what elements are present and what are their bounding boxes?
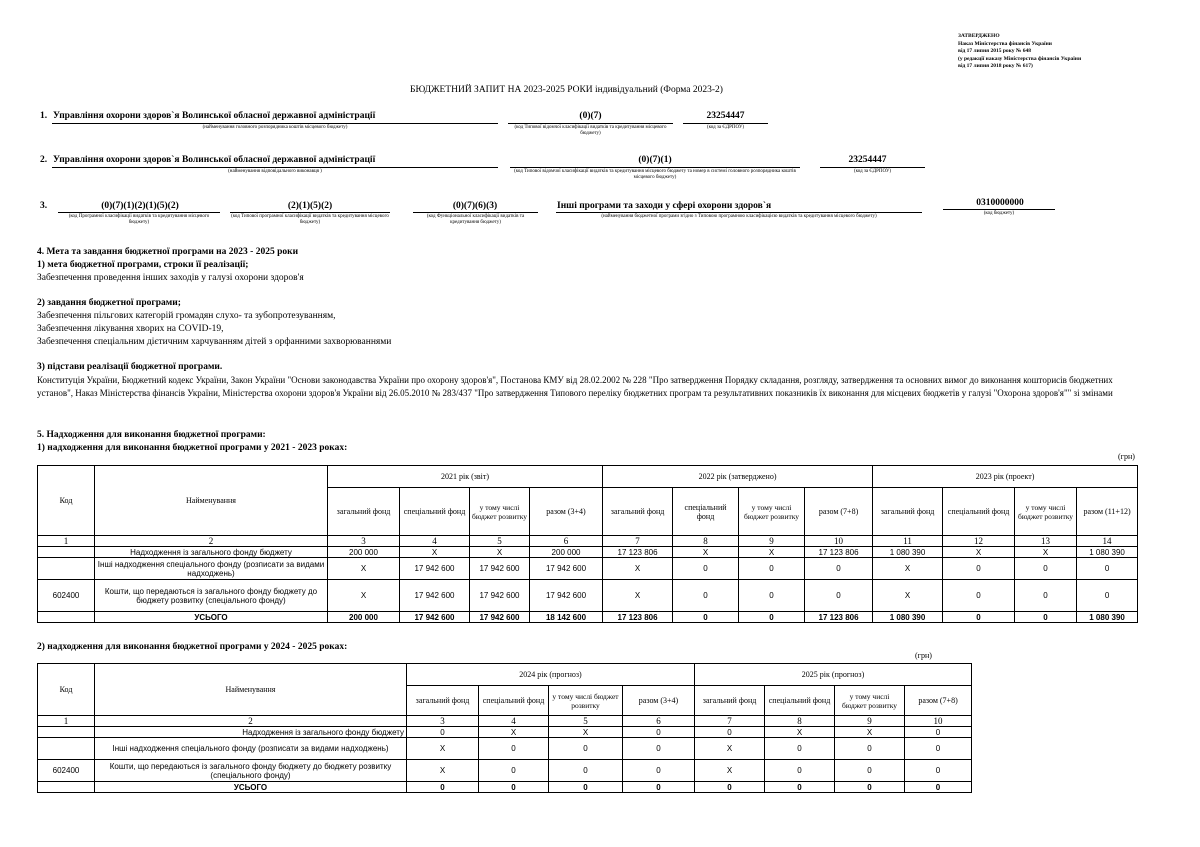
cell: 17 123 806 bbox=[805, 547, 873, 558]
row-code bbox=[38, 782, 95, 793]
row-name: Надходження із загального фонду бюджету bbox=[95, 547, 328, 558]
subheader: у тому числі бюджет розвитку bbox=[549, 686, 623, 716]
subheader: загальний фонд bbox=[695, 686, 765, 716]
row-name: Інші надходження спеціального фонду (розписати за видами надходжень) bbox=[95, 558, 328, 580]
item3-program-code: (0)(7)(1)(2)(1)(5)(2) bbox=[101, 201, 179, 211]
col-code-header: Код bbox=[38, 466, 95, 536]
subheader: загальний фонд bbox=[603, 488, 673, 536]
cell: Х bbox=[603, 580, 673, 612]
subheader: разом (3+4) bbox=[623, 686, 695, 716]
approval-block bbox=[958, 33, 1081, 71]
item2-number: 2. bbox=[40, 155, 48, 165]
subheader: загальний фонд bbox=[873, 488, 943, 536]
subheader: разом (7+8) bbox=[905, 686, 972, 716]
index-cell: 2 bbox=[95, 536, 328, 547]
row-name: Надходження із загального фонду бюджету bbox=[95, 727, 407, 738]
cell: 0 bbox=[765, 760, 835, 782]
cell: 0 bbox=[739, 612, 805, 623]
cell: 17 942 600 bbox=[470, 612, 530, 623]
index-cell: 14 bbox=[1077, 536, 1138, 547]
row-code bbox=[38, 558, 95, 580]
cell: 0 bbox=[943, 580, 1015, 612]
cell: 0 bbox=[739, 580, 805, 612]
table-row bbox=[38, 738, 972, 760]
cell: Х bbox=[695, 738, 765, 760]
item3-budget-underline bbox=[943, 209, 1055, 210]
cell: 0 bbox=[623, 760, 695, 782]
cell: Х bbox=[765, 727, 835, 738]
cell: 17 942 600 bbox=[400, 612, 470, 623]
index-cell: 9 bbox=[835, 716, 905, 727]
cell: 0 bbox=[673, 580, 739, 612]
row-code bbox=[38, 738, 95, 760]
item1-code: (0)(7) bbox=[579, 111, 602, 121]
item2-name: Управління охорони здоров`я Волинської обласної державної адміністрації bbox=[53, 155, 376, 165]
row-code bbox=[38, 727, 95, 738]
cell: Х bbox=[943, 547, 1015, 558]
table-row bbox=[38, 727, 972, 738]
item1-edrpou: 23254447 bbox=[706, 111, 745, 121]
index-cell: 6 bbox=[623, 716, 695, 727]
cell: Х bbox=[470, 547, 530, 558]
row-name: Кошти, що передаються із загального фонду бюджету до бюджету розвитку (спеціального фонду) bbox=[95, 760, 407, 782]
subheader: у тому числі бюджет розвитку bbox=[835, 686, 905, 716]
subheader: загальний фонд bbox=[328, 488, 400, 536]
subheader: у тому числі бюджет розвитку bbox=[1015, 488, 1077, 536]
item2-code: (0)(7)(1) bbox=[638, 155, 672, 165]
cell: Х bbox=[1015, 547, 1077, 558]
cell: 0 bbox=[673, 558, 739, 580]
sec5-heading: 5. Надходження для виконання бюджетної програми: bbox=[37, 430, 266, 440]
receipts-table-2021-2023 bbox=[37, 465, 1138, 623]
cell: 0 bbox=[407, 727, 479, 738]
row-code: 602400 bbox=[38, 760, 95, 782]
cell: 0 bbox=[1015, 580, 1077, 612]
sec4-task: Забезпечення пільгових категорій громадян слухо- та зубопротезуванням, bbox=[37, 311, 336, 321]
subheader: спеціальний фонд bbox=[943, 488, 1015, 536]
cell: 0 bbox=[1077, 580, 1138, 612]
cell: 1 080 390 bbox=[873, 612, 943, 623]
page-title: БЮДЖЕТНИЙ ЗАПИТ НА 2023-2025 РОКИ індивідуальний (Форма 2023-2) bbox=[410, 85, 723, 95]
item1-name-underline bbox=[52, 123, 498, 124]
item3-c1-caption: (код Програмної класифікації видатків та кредитування місцевого бюджету) bbox=[68, 214, 210, 225]
cell: 0 bbox=[1015, 558, 1077, 580]
item1-name-caption: (найменування головного розпорядника коштів місцевого бюджету) bbox=[202, 125, 348, 130]
cell: 1 080 390 bbox=[1077, 612, 1138, 623]
cell: Х bbox=[479, 727, 549, 738]
index-cell: 8 bbox=[673, 536, 739, 547]
index-cell: 13 bbox=[1015, 536, 1077, 547]
item3-name-underline bbox=[556, 212, 922, 213]
sec4-task: Забезпечення лікування хворих на COVID-19, bbox=[37, 324, 224, 334]
cell: 17 123 806 bbox=[603, 612, 673, 623]
total-row bbox=[38, 612, 1138, 623]
sec4-tasks-heading: 2) завдання бюджетної програми; bbox=[37, 298, 181, 308]
unit-label: (грн) bbox=[915, 651, 932, 660]
cell: 0 bbox=[805, 558, 873, 580]
cell: Х bbox=[739, 547, 805, 558]
approval-line: Наказ Міністерства фінансів України bbox=[958, 40, 1052, 47]
sec4-task: Забезпечення спеціальним дієтичним харчуванням дітей з орфанними захворюваннями bbox=[37, 337, 392, 347]
year-group-header: 2021 рік (звіт) bbox=[328, 466, 603, 488]
approval-line: від 17 липня 2018 року № 617) bbox=[958, 63, 1033, 69]
cell: 200 000 bbox=[328, 547, 400, 558]
item3-name-caption: (найменування бюджетної програми згідно з Типовою програмною класифікацією видатків та кредитування місцевого бюджету) bbox=[601, 214, 877, 219]
subheader: спеціальний фонд bbox=[479, 686, 549, 716]
cell: Х bbox=[549, 727, 623, 738]
approval-line: від 17 липня 2015 року № 648 bbox=[958, 48, 1032, 54]
index-cell: 10 bbox=[905, 716, 972, 727]
cell: 0 bbox=[905, 782, 972, 793]
index-cell: 7 bbox=[695, 716, 765, 727]
subheader: спеціальний фонд bbox=[400, 488, 470, 536]
year-group-header: 2024 рік (прогноз) bbox=[407, 664, 695, 686]
cell: 0 bbox=[835, 782, 905, 793]
cell: 0 bbox=[673, 612, 739, 623]
cell: 0 bbox=[1015, 612, 1077, 623]
item3-functional-code: (0)(7)(6)(3) bbox=[452, 201, 498, 211]
cell: 17 942 600 bbox=[400, 558, 470, 580]
cell: 0 bbox=[805, 580, 873, 612]
cell: Х bbox=[328, 558, 400, 580]
sec4-basis-heading: 3) підстави реалізації бюджетної програми. bbox=[37, 362, 223, 372]
index-cell: 6 bbox=[530, 536, 603, 547]
row-code bbox=[38, 547, 95, 558]
row-name: УСЬОГО bbox=[95, 782, 407, 793]
cell: 0 bbox=[739, 558, 805, 580]
item3-budget-code: 0310000000 bbox=[976, 198, 1024, 208]
cell: Х bbox=[673, 547, 739, 558]
cell: 0 bbox=[623, 782, 695, 793]
item2-edrpou-underline bbox=[820, 167, 925, 168]
cell: Х bbox=[835, 727, 905, 738]
item2-edrpou: 23254447 bbox=[848, 155, 887, 165]
sec4-goal-heading: 1) мета бюджетної програми, строки її реалізації; bbox=[37, 260, 249, 270]
unit-label: (грн) bbox=[1118, 452, 1135, 461]
cell: 0 bbox=[479, 738, 549, 760]
item3-number: 3. bbox=[40, 201, 48, 211]
cell: 17 123 806 bbox=[805, 612, 873, 623]
year-group-header: 2025 рік (прогноз) bbox=[695, 664, 972, 686]
index-cell: 12 bbox=[943, 536, 1015, 547]
index-cell: 3 bbox=[407, 716, 479, 727]
cell: 17 123 806 bbox=[603, 547, 673, 558]
cell: 200 000 bbox=[328, 612, 400, 623]
subheader: загальний фонд bbox=[407, 686, 479, 716]
cell: 0 bbox=[695, 727, 765, 738]
item1-edrpou-caption: (код за ЄДРПОУ) bbox=[706, 125, 745, 130]
index-cell: 11 bbox=[873, 536, 943, 547]
cell: 17 942 600 bbox=[470, 580, 530, 612]
cell: 0 bbox=[905, 727, 972, 738]
item3-c2-underline bbox=[230, 212, 390, 213]
index-cell: 3 bbox=[328, 536, 400, 547]
item1-code-caption: (код Типової відомчої класифікації видатків та кредитування місцевого бюджету) bbox=[514, 125, 667, 136]
cell: 0 bbox=[623, 727, 695, 738]
table-row bbox=[38, 580, 1138, 612]
index-cell: 9 bbox=[739, 536, 805, 547]
sec4-goal-text: Забезпечення проведення інших заходів у галузі охорони здоров'я bbox=[37, 273, 304, 283]
sec5-sub1: 1) надходження для виконання бюджетної програми у 2021 - 2023 роках: bbox=[37, 443, 348, 453]
cell: Х bbox=[328, 580, 400, 612]
index-cell: 10 bbox=[805, 536, 873, 547]
subheader: у тому числі бюджет розвитку bbox=[739, 488, 805, 536]
cell: Х bbox=[400, 547, 470, 558]
item3-program-name: Інші програми та заходи у сфері охорони здоров`я bbox=[557, 201, 772, 211]
table-row bbox=[38, 547, 1138, 558]
index-cell: 1 bbox=[38, 716, 95, 727]
index-cell: 1 bbox=[38, 536, 95, 547]
subheader: разом (7+8) bbox=[805, 488, 873, 536]
cell: 0 bbox=[943, 612, 1015, 623]
subheader: спеціальний фонд bbox=[765, 686, 835, 716]
index-cell: 7 bbox=[603, 536, 673, 547]
subheader: разом (3+4) bbox=[530, 488, 603, 536]
cell: 17 942 600 bbox=[470, 558, 530, 580]
index-cell: 2 bbox=[95, 716, 407, 727]
receipts-table-2024-2025 bbox=[37, 663, 972, 793]
index-cell: 4 bbox=[479, 716, 549, 727]
cell: Х bbox=[407, 738, 479, 760]
item3-c2-caption: (код Типової програмної класифікації видатків та кредитування місцевого бюджету) bbox=[231, 214, 389, 225]
cell: 1 080 390 bbox=[1077, 547, 1138, 558]
item2-edrpou-caption: (код за ЄДРПОУ) bbox=[853, 169, 892, 174]
index-cell: 8 bbox=[765, 716, 835, 727]
item3-typical-code: (2)(1)(5)(2) bbox=[287, 201, 333, 211]
index-cell: 4 bbox=[400, 536, 470, 547]
item1-number: 1. bbox=[40, 111, 48, 121]
cell: 0 bbox=[835, 760, 905, 782]
cell: 0 bbox=[407, 782, 479, 793]
cell: Х bbox=[695, 760, 765, 782]
cell: 0 bbox=[695, 782, 765, 793]
item2-name-caption: (найменування відповідального виконавця ) bbox=[228, 169, 322, 174]
cell: 0 bbox=[905, 760, 972, 782]
item1-edrpou-underline bbox=[683, 123, 768, 124]
row-name: УСЬОГО bbox=[95, 612, 328, 623]
sec4-heading: 4. Мета та завдання бюджетної програми на 2023 - 2025 роки bbox=[37, 247, 299, 257]
item3-c1-underline bbox=[58, 212, 220, 213]
item1-name: Управління охорони здоров`я Волинської обласної державної адміністрації bbox=[53, 111, 376, 121]
cell: Х bbox=[873, 580, 943, 612]
approval-line: (у редакції наказу Міністерства фінансів України bbox=[958, 55, 1082, 62]
row-name: Кошти, що передаються із загального фонду бюджету до бюджету розвитку (спеціального фонду) bbox=[95, 580, 328, 612]
cell: 17 942 600 bbox=[400, 580, 470, 612]
subheader: у тому числі бюджет розвитку bbox=[470, 488, 530, 536]
col-name-header: Найменування bbox=[95, 466, 328, 536]
item3-c3-caption: (код Функціональної класифікації видатків та кредитування бюджету) bbox=[426, 214, 525, 225]
year-group-header: 2023 рік (проект) bbox=[873, 466, 1138, 488]
col-code-header: Код bbox=[38, 664, 95, 716]
table-row bbox=[38, 558, 1138, 580]
row-code: 602400 bbox=[38, 580, 95, 612]
subheader: разом (11+12) bbox=[1077, 488, 1138, 536]
cell: 0 bbox=[765, 738, 835, 760]
item1-code-underline bbox=[508, 123, 673, 124]
year-group-header: 2022 рік (затверджено) bbox=[603, 466, 873, 488]
cell: 200 000 bbox=[530, 547, 603, 558]
cell: 0 bbox=[549, 738, 623, 760]
index-cell: 5 bbox=[470, 536, 530, 547]
item2-name-underline bbox=[52, 167, 498, 168]
row-code bbox=[38, 612, 95, 623]
cell: 0 bbox=[479, 782, 549, 793]
cell: 0 bbox=[835, 738, 905, 760]
table-row bbox=[38, 760, 972, 782]
cell: 0 bbox=[1077, 558, 1138, 580]
item2-code-caption: (код Типової відомчої класифікації видатків та кредитування місцевого бюджету та номер в системі головного розпорядника коштів місцевого бюджету) bbox=[514, 169, 796, 180]
item2-code-underline bbox=[510, 167, 800, 168]
cell: 0 bbox=[905, 738, 972, 760]
item3-c3-underline bbox=[413, 212, 538, 213]
cell: 0 bbox=[943, 558, 1015, 580]
cell: 17 942 600 bbox=[530, 580, 603, 612]
cell: 0 bbox=[549, 782, 623, 793]
col-name-header: Найменування bbox=[95, 664, 407, 716]
cell: 18 142 600 bbox=[530, 612, 603, 623]
cell: 1 080 390 bbox=[873, 547, 943, 558]
subheader: спеціальний фонд bbox=[673, 488, 739, 536]
cell: Х bbox=[873, 558, 943, 580]
cell: Х bbox=[407, 760, 479, 782]
cell: 17 942 600 bbox=[530, 558, 603, 580]
sec4-basis-text: Конституція України, Бюджетний кодекс України, Закон України "Основи законодавства України про охорону здоров'я", Постанова КМУ від 28.02.2002 № 228 "Про затвердження Порядку складання, розгляду, затвердження та основних вимог до виконання кошторисів бюджетних установ", Наказ Міністерства фінансів України, Міністерства охорони здоров'я України від 26.05.2010 № 283/437 "Про затвердження Типового переліку бюджетних програм та результативних показників їх виконання для місцевих бюджетів у галузі "Охорона здоров'я"" зі змінами bbox=[37, 375, 1113, 398]
cell: 0 bbox=[765, 782, 835, 793]
cell: Х bbox=[603, 558, 673, 580]
cell: 0 bbox=[623, 738, 695, 760]
index-cell: 5 bbox=[549, 716, 623, 727]
cell: 0 bbox=[479, 760, 549, 782]
approval-line: ЗАТВЕРДЖЕНО bbox=[958, 33, 1000, 39]
row-name: Інші надходження спеціального фонду (розписати за видами надходжень) bbox=[95, 738, 407, 760]
item3-budget-caption: (код бюджету) bbox=[983, 211, 1015, 216]
total-row bbox=[38, 782, 972, 793]
sec5-sub2: 2) надходження для виконання бюджетної програми у 2024 - 2025 роках: bbox=[37, 642, 348, 652]
cell: 0 bbox=[549, 760, 623, 782]
